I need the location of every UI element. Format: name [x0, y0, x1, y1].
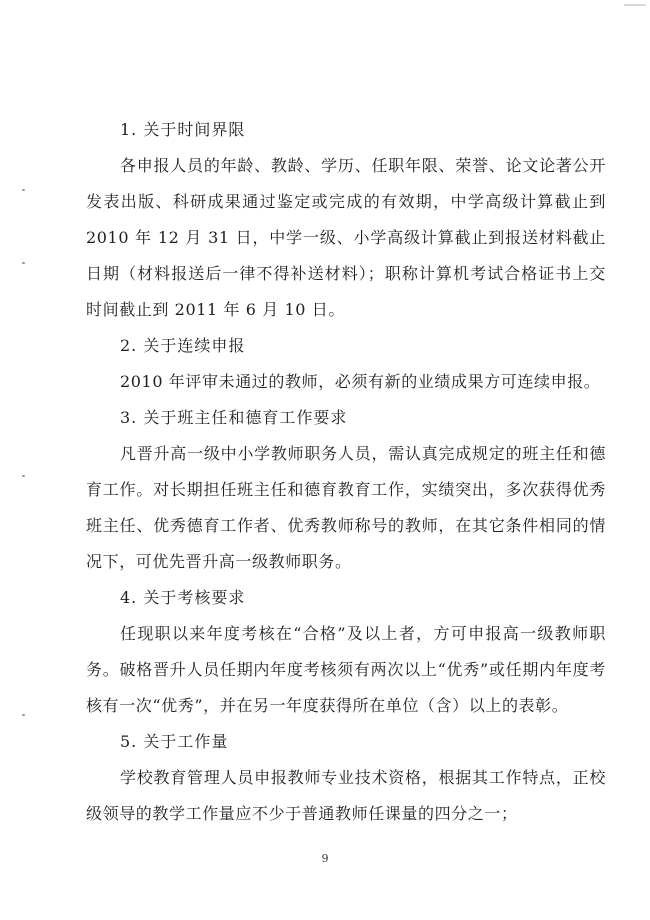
section-continuous-application	[86, 328, 606, 400]
section-assessment-requirements	[86, 580, 606, 724]
section-heading: 4. 关于考核要求	[120, 588, 246, 607]
binding-mark	[22, 475, 25, 477]
section-heading: 3. 关于班主任和德育工作要求	[120, 408, 348, 427]
section-body: 任现职以来年度考核在“合格”及以上者，方可申报高一级教师职务。破格晋升人员任期内年度考核须有两次以上“优秀”或任期内年度考核有一次“优秀”，并在另一年度获得所在单位（含）以上的表彰。	[86, 624, 606, 715]
section-body: 各申报人员的年龄、教龄、学历、任职年限、荣誉、论文论著公开发表出版、科研成果通过鉴定或完成的有效期，中学高级计算截止到 2010 年 12 月 31 日，中学一级、小学高级计算截止到报送材料截止日期（材料报送后一律不得补送材料）；职称计算机考试合格证书上交时间截止到 2011 年 6 月 10 日。	[86, 156, 606, 319]
corner-mark	[624, 4, 646, 6]
binding-mark	[22, 714, 25, 716]
section-heading: 1. 关于时间界限	[120, 120, 246, 139]
section-body: 2010 年评审未通过的教师，必须有新的业绩成果方可连续申报。	[120, 372, 601, 391]
section-body: 学校教育管理人员申报教师专业技术资格，根据其工作特点，正校级领导的教学工作量应不少于普通教师任课量的四分之一；	[86, 768, 606, 823]
binding-mark	[22, 189, 25, 191]
section-class-teacher-requirements	[86, 400, 606, 580]
binding-mark	[22, 262, 25, 264]
page-number: 9	[321, 852, 329, 865]
section-heading: 2. 关于连续申报	[120, 336, 246, 355]
document-content	[86, 112, 606, 832]
section-time-limits	[86, 112, 606, 328]
section-body: 凡晋升高一级中小学教师职务人员，需认真完成规定的班主任和德育工作。对长期担任班主任和德育教育工作，实绩突出，多次获得优秀班主任、优秀德育工作者、优秀教师称号的教师，在其它条件相同的情况下，可优先晋升高一级教师职务。	[86, 444, 606, 571]
section-workload	[86, 724, 606, 832]
section-heading: 5. 关于工作量	[120, 732, 229, 751]
